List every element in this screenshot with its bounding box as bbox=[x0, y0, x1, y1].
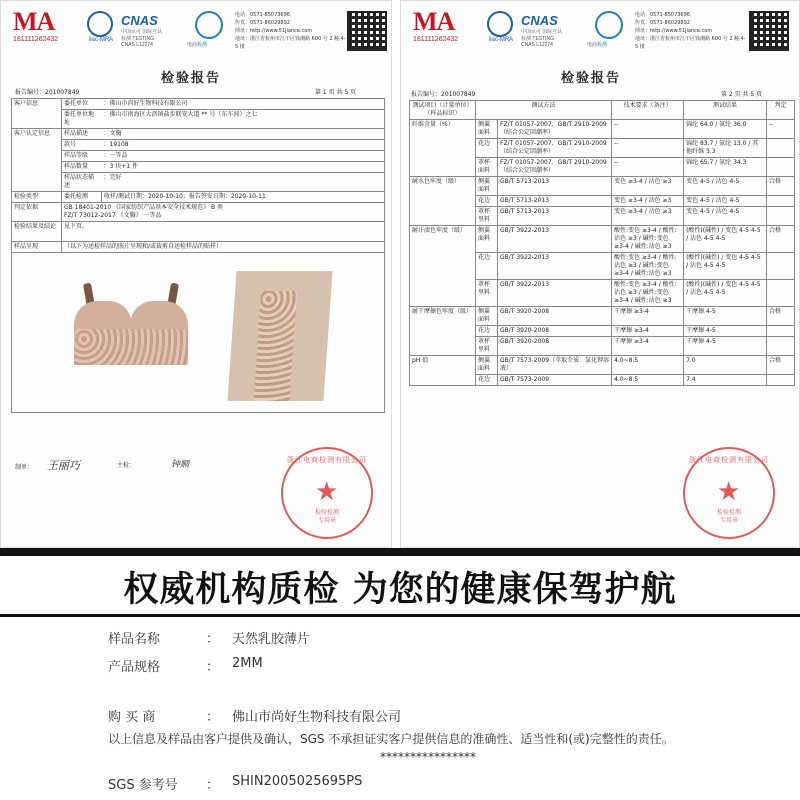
lace-swatch bbox=[253, 291, 297, 401]
company-stamp bbox=[683, 447, 775, 539]
ilac-text: ilac-MRA bbox=[488, 37, 514, 43]
fabric-swatch-photo bbox=[227, 271, 332, 401]
cell-req: 变色 ≥3-4 / 沾色 ≥3 bbox=[612, 177, 684, 196]
cell: ：文胸 bbox=[102, 129, 385, 140]
cell-result: 变色 4-5 / 沾色 4-5 bbox=[684, 177, 767, 196]
cell-result: 变色 4-5 / 沾色 4-5 bbox=[684, 196, 767, 207]
phone: 电话：0571-85073696 bbox=[635, 12, 690, 18]
stamp-line-1: 检验检测 bbox=[314, 509, 339, 516]
slogan: 权威机构质检 为您的健康保驾护航 bbox=[123, 570, 677, 610]
sample-name-value: 天然乳胶薄片 bbox=[232, 632, 311, 647]
cell-method: GB/T 3922-2013 bbox=[498, 226, 612, 253]
table-row bbox=[12, 99, 385, 110]
slogan-divider bbox=[0, 614, 800, 617]
cell: 样品呈现 bbox=[12, 242, 62, 253]
col-header: 判定 bbox=[767, 101, 795, 120]
cell-method: GB/T 7573-2009 bbox=[498, 375, 612, 386]
colon: ： bbox=[206, 778, 220, 793]
col-header: 测试项目（计量单位）（样品标识） bbox=[410, 101, 476, 120]
qr-code-icon bbox=[347, 11, 387, 51]
address: 地址：浙江省杭州市江干区钱潮路 600 号 2 幢 4-5 楼 bbox=[235, 36, 346, 50]
test-results-table bbox=[409, 100, 795, 386]
ilac-logo bbox=[483, 11, 519, 41]
ecommerce-testing-seal-icon bbox=[195, 11, 223, 39]
cell-req: 干摩擦 ≥3-4 bbox=[612, 326, 684, 337]
cell-verdict bbox=[767, 158, 795, 177]
cma-logo bbox=[413, 9, 485, 45]
qr-code-icon bbox=[749, 11, 789, 51]
cell-result: 干摩擦 4-5 bbox=[684, 337, 767, 356]
table-row bbox=[12, 140, 385, 151]
cell: 委托单位地址 bbox=[62, 110, 102, 129]
website: 网址：http://www.51jiance.com bbox=[635, 28, 713, 34]
cell-verdict: 合格 bbox=[767, 177, 795, 196]
cell-method: GB/T 5713-2013 bbox=[498, 177, 612, 196]
cell-verdict: -- bbox=[767, 120, 795, 139]
cell-part: 花边 bbox=[476, 253, 498, 280]
cell: ：佛山市南海区大沥镇盐步联安大道 ** 号（东车间）之七 bbox=[102, 110, 385, 129]
cell-method: GB/T 3920-2008 bbox=[498, 307, 612, 326]
cell-verdict bbox=[767, 326, 795, 337]
cell: 委托单位 bbox=[62, 99, 102, 110]
col-header: 测试结果 bbox=[684, 101, 767, 120]
table-row bbox=[12, 173, 385, 192]
cell-result: 7.4 bbox=[684, 375, 767, 386]
table-row bbox=[410, 356, 795, 375]
checker-sign bbox=[117, 457, 189, 470]
website: 网址：http://www.51jiance.com bbox=[235, 28, 313, 34]
cell-verdict: 合格 bbox=[767, 356, 795, 375]
sample-photo-cell bbox=[12, 253, 385, 413]
report-title: 检验报告 bbox=[161, 71, 222, 86]
maker-label: 制单： bbox=[15, 464, 34, 471]
ilac-ring-icon bbox=[87, 11, 113, 37]
cnas-logo bbox=[121, 13, 165, 48]
cell: 客户认定信息 bbox=[12, 129, 62, 192]
cell-method: FZ/T 01057-2007、GB/T 2910-2009（结合公定回潮率） bbox=[498, 120, 612, 139]
cell-verdict bbox=[767, 337, 795, 356]
cell-result: 锦纶 65.7 / 氨纶 34.3 bbox=[684, 158, 767, 177]
table-row bbox=[410, 307, 795, 326]
colon: ： bbox=[206, 710, 220, 725]
cell-req: -- bbox=[612, 120, 684, 139]
colon: ： bbox=[206, 632, 220, 647]
basis-2: FZ/T 73012-2017 《文胸》 一等品 bbox=[64, 212, 162, 219]
cell-req: 酸性:变色 ≥3-4 / 酸性:沾色 ≥3 / 碱性:变色 ≥3-4 / 碱性:沾色 ≥3 bbox=[612, 280, 684, 307]
buyer-label: 购 买 商 bbox=[108, 710, 156, 725]
cnas-text: CNAS bbox=[521, 13, 558, 28]
cell-verdict: 合格 bbox=[767, 226, 795, 253]
cell: 检验类型 bbox=[12, 192, 62, 203]
col-header: 测试方法 bbox=[476, 101, 612, 120]
cell-part: 罩杯里料 bbox=[476, 337, 498, 356]
seal-label: 电商检测 bbox=[587, 42, 608, 48]
cell bbox=[62, 242, 385, 253]
cell-req: 酸性:变色 ≥3-4 / 酸性:沾色 ≥3 / 碱性:变色 ≥3-4 / 碱性:沾色 ≥3 bbox=[612, 226, 684, 253]
stamp-line-1: 检验检测 bbox=[716, 509, 741, 516]
table-row bbox=[12, 110, 385, 129]
maker-sign bbox=[15, 457, 80, 473]
cma-number: 181111262432 bbox=[13, 36, 59, 43]
report-number: 报告编号：201007849 bbox=[411, 91, 476, 98]
cell-part: 侧翼面料 bbox=[476, 356, 498, 375]
cell: 样品等级 bbox=[62, 151, 102, 162]
contact-info bbox=[235, 11, 347, 51]
ilac-ring-icon bbox=[487, 11, 513, 37]
cell-req: 变色 ≥3-4 / 沾色 ≥3 bbox=[612, 196, 684, 207]
table-row bbox=[12, 203, 385, 222]
cell: ：佛山市尚好生物科技有限公司 bbox=[102, 99, 385, 110]
cell-result: 变色 4-5 / 沾色 4-5 bbox=[684, 207, 767, 226]
cell: 判定依据 bbox=[12, 203, 62, 222]
bra-photo bbox=[72, 283, 190, 373]
sample-name-label: 样品名称 bbox=[108, 632, 161, 647]
cell: ：3 块+1 件 bbox=[102, 162, 385, 173]
cell: 检验结果及结论 bbox=[12, 222, 62, 242]
cell-verdict bbox=[767, 280, 795, 307]
cell-part: 花边 bbox=[476, 326, 498, 337]
test-item-cell: pH 值 bbox=[410, 356, 476, 386]
cell-verdict bbox=[767, 196, 795, 207]
cell: ：完好 bbox=[102, 173, 385, 192]
cell-verdict bbox=[767, 375, 795, 386]
table-row bbox=[12, 192, 385, 203]
cell-verdict bbox=[767, 139, 795, 158]
cell-verdict bbox=[767, 253, 795, 280]
col-header: 技术要求（备注） bbox=[612, 101, 684, 120]
table-row bbox=[410, 120, 795, 139]
cell-part: 侧翼面料 bbox=[476, 120, 498, 139]
stamp-text bbox=[283, 509, 371, 525]
cma-number: 181111262432 bbox=[413, 36, 459, 43]
cell-verdict: 合格 bbox=[767, 307, 795, 326]
cma-mark: MA bbox=[413, 7, 455, 36]
cell: 客户信息 bbox=[12, 99, 62, 129]
separator-stars: **************** bbox=[380, 750, 476, 764]
test-item-cell: 耐汗渍色牢度（级） bbox=[410, 226, 476, 307]
cell: 收样/测试日期：2020-10-10；报告签发日期：2020-10-11 bbox=[102, 192, 385, 203]
cell-part: 罩杯里料 bbox=[476, 207, 498, 226]
sgs-ref-value: SHIN2005025695PS bbox=[232, 774, 363, 789]
report-info-table bbox=[11, 98, 385, 413]
cell: 款号 bbox=[62, 140, 102, 151]
cell: 样品描述 bbox=[62, 129, 102, 140]
page-number: 第 2 页 共 5 页 bbox=[721, 91, 763, 98]
test-item-cell: 耐干摩擦色牢度（级） bbox=[410, 307, 476, 356]
cma-logo bbox=[13, 9, 85, 45]
buyer-value: 佛山市尚好生物科技有限公司 bbox=[232, 710, 402, 725]
cell-result: (酸性)(碱性) / 变色 4-5 4-5 / 沾色 4-5 4-5 bbox=[684, 253, 767, 280]
spec-value: 2MM bbox=[232, 656, 263, 671]
cell-part: 侧翼面料 bbox=[476, 177, 498, 196]
cell: ：19108 bbox=[102, 140, 385, 151]
lace-band bbox=[74, 329, 188, 365]
cell-part: 罩杯里料 bbox=[476, 280, 498, 307]
sgs-ref-label: SGS 参考号 bbox=[108, 778, 178, 793]
cell-req: -- bbox=[612, 139, 684, 158]
cell-part: 花边 bbox=[476, 375, 498, 386]
ilac-text: ilac-MRA bbox=[88, 37, 114, 43]
sgs-summary bbox=[0, 548, 800, 800]
stamp-arc-text: 浙江电商检测有限公司 bbox=[689, 456, 769, 464]
cell-method: GB/T 5713-2013 bbox=[498, 207, 612, 226]
cell-req: 4.0~8.5 bbox=[612, 375, 684, 386]
stamp-star-icon: ★ bbox=[717, 477, 741, 507]
report-page-2 bbox=[400, 0, 800, 548]
cell-result: 锦纶 64.0 / 氨纶 36.0 bbox=[684, 120, 767, 139]
ecommerce-testing-seal-icon bbox=[595, 11, 623, 39]
cell bbox=[62, 203, 385, 222]
cell-part: 罩杯面料 bbox=[476, 158, 498, 177]
cell-method: GB/T 3922-2013 bbox=[498, 280, 612, 307]
top-divider bbox=[0, 548, 800, 556]
colon: ： bbox=[206, 660, 220, 675]
cell-req: -- bbox=[612, 158, 684, 177]
report-title: 检验报告 bbox=[561, 71, 622, 86]
phone: 电话：0571-85073696 bbox=[235, 12, 290, 18]
cell-part: 侧翼面料 bbox=[476, 226, 498, 253]
report-header bbox=[1, 1, 391, 63]
stamp-arc-text: 浙江电商检测有限公司 bbox=[287, 456, 367, 464]
fax: 传真：0571-86029892 bbox=[635, 20, 690, 26]
cell-result: 锦纶 83.7 / 氨纶 13.0 / 其他纤维 3.3 bbox=[684, 139, 767, 158]
table-row bbox=[12, 253, 385, 413]
cnas-sub: 中国认可 国际互认 检测 TESTING CNAS L12274 bbox=[521, 29, 563, 48]
table-row bbox=[410, 177, 795, 196]
basis-1: GB 18401-2010 《国家纺织产品基本安全技术规范》 B 类 bbox=[64, 204, 224, 211]
cell-req: 干摩擦 ≥3-4 bbox=[612, 307, 684, 326]
table-row bbox=[12, 242, 385, 253]
cell-method: GB/T 3920-2008 bbox=[498, 326, 612, 337]
cell-req: 酸性:变色 ≥3-4 / 酸性:沾色 ≥3 / 碱性:变色 ≥3-4 / 碱性:沾色 ≥3 bbox=[612, 253, 684, 280]
cell-method: GB/T 3920-2008 bbox=[498, 337, 612, 356]
test-item-cell: 纤维含量（%） bbox=[410, 120, 476, 177]
address: 地址：浙江省杭州市江干区钱潮路 600 号 2 幢 4-5 楼 bbox=[635, 36, 746, 50]
table-row bbox=[12, 129, 385, 140]
cell: 样品数量 bbox=[62, 162, 102, 173]
stamp-line-2: 专用章 bbox=[719, 517, 738, 524]
cell: 委托检测 bbox=[62, 192, 102, 203]
cell-part: 花边 bbox=[476, 196, 498, 207]
table-header-row bbox=[410, 101, 795, 120]
cell-result: 7.0 bbox=[684, 356, 767, 375]
disclaimer: 以上信息及样品由客户提供及确认，SGS 不承担证实客户提供信息的准确性、适当性和(或)完整性的责任。 bbox=[108, 732, 674, 746]
stamp-star-icon: ★ bbox=[315, 477, 339, 507]
company-stamp bbox=[281, 447, 373, 539]
table-row bbox=[12, 162, 385, 173]
cell-method: GB/T 3922-2013 bbox=[498, 253, 612, 280]
stamp-line-2: 专用章 bbox=[317, 517, 336, 524]
photo-note: （以下为送检样品的照片呈现和/或裁剪自送检样品的贴样） bbox=[64, 243, 223, 250]
cnas-logo bbox=[521, 13, 565, 48]
table-row bbox=[410, 226, 795, 253]
cnas-sub: 中国认可 国际互认 检测 TESTING CNAS L12274 bbox=[121, 29, 163, 48]
cell-method: FZ/T 01057-2007、GB/T 2910-2009（结合公定回潮率） bbox=[498, 158, 612, 177]
cell-result: (酸性)(碱性) / 变色 4-5 4-5 / 沾色 4-5 4-5 bbox=[684, 226, 767, 253]
cnas-text: CNAS bbox=[121, 13, 158, 28]
page-number: 第 1 页 共 5 页 bbox=[315, 89, 357, 96]
report-header bbox=[401, 1, 799, 63]
checker-signature: 钟顺 bbox=[170, 460, 189, 470]
stamp-text bbox=[685, 509, 773, 525]
cma-mark: MA bbox=[13, 7, 55, 36]
cell-result: 干摩擦 4-5 bbox=[684, 326, 767, 337]
fax: 传真：0571-86029892 bbox=[235, 20, 290, 26]
ilac-logo bbox=[83, 11, 119, 41]
cell-verdict bbox=[767, 207, 795, 226]
cell: 样品状态描述 bbox=[62, 173, 102, 192]
contact-info bbox=[635, 11, 747, 51]
cell-method: FZ/T 01057-2007、GB/T 2910-2009（结合公定回潮率） bbox=[498, 139, 612, 158]
cell-req: 干摩擦 ≥3-4 bbox=[612, 337, 684, 356]
report-number: 报告编号：201007849 bbox=[15, 89, 80, 96]
cell-result: (酸性)(碱性) / 变色 4-5 4-5 / 沾色 4-5 4-5 bbox=[684, 280, 767, 307]
cell-result: 干摩擦 4-5 bbox=[684, 307, 767, 326]
test-item-cell: 耐水色牢度（级） bbox=[410, 177, 476, 226]
checker-label: 主检： bbox=[117, 462, 136, 469]
cell-method: GB/T 5713-2013 bbox=[498, 196, 612, 207]
cell-req: 4.0~8.5 bbox=[612, 356, 684, 375]
seal-label: 电商检测 bbox=[187, 42, 208, 48]
cell-part: 花边 bbox=[476, 139, 498, 158]
maker-signature: 王丽巧 bbox=[46, 459, 80, 472]
table-row bbox=[12, 222, 385, 242]
cell-part: 侧翼面料 bbox=[476, 307, 498, 326]
report-page-1 bbox=[0, 0, 392, 548]
cell-req: 变色 ≥3-4 / 沾色 ≥3 bbox=[612, 207, 684, 226]
spec-label: 产品规格 bbox=[108, 660, 161, 675]
cell: ：一等品 bbox=[102, 151, 385, 162]
cell-method: GB/T 7573-2009（萃取介质：氯化钾溶液） bbox=[498, 356, 612, 375]
cell: 见下页。 bbox=[62, 222, 385, 242]
table-row bbox=[12, 151, 385, 162]
